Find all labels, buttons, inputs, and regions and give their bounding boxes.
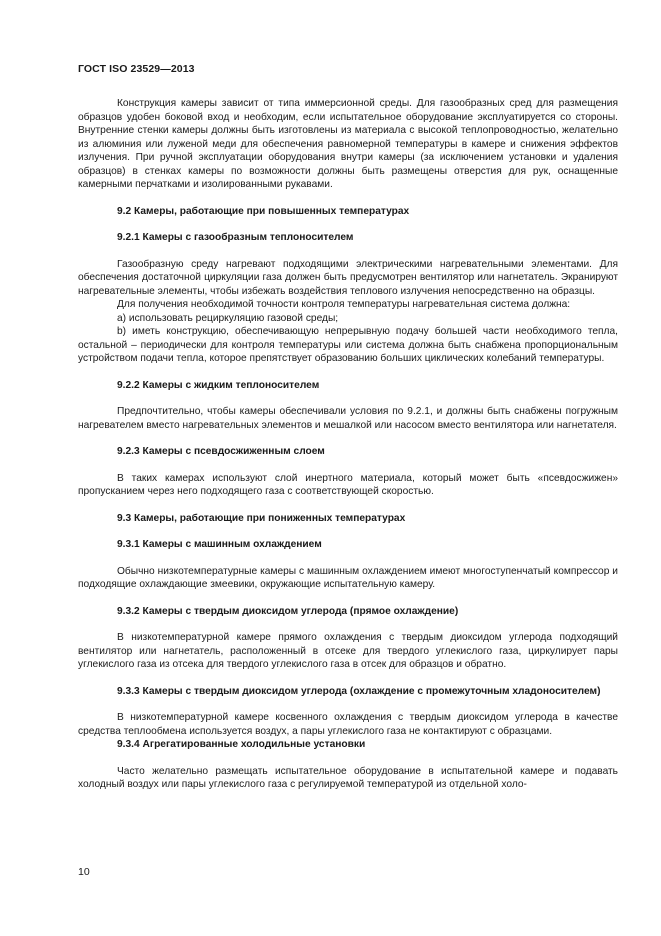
section-heading-9-2: 9.2 Камеры, работающие при повышенных температурах xyxy=(117,205,410,217)
paragraph-9-2-1-a: Газообразную среду нагревают подходящими электрическими нагревательными элементами. Для обеспечения достаточной циркуляции газа должен быть предусмотрен вентилятор или нагнетатель. Экранируют нагревательные элементы, чтобы избежать воздействия теплового излучения непосредственно на образцы. xyxy=(78,258,618,297)
document-header: ГОСТ ISO 23529—2013 xyxy=(78,63,195,75)
page-body xyxy=(78,97,618,792)
section-heading-9-3-2: 9.3.2 Камеры с твердым диоксидом углерода (прямое охлаждение) xyxy=(117,605,459,617)
section-heading-9-3-1: 9.3.1 Камеры с машинным охлаждением xyxy=(117,539,322,550)
paragraph-9-3-2: В низкотемпературной камере прямого охлаждения с твердым диоксидом углерода подходящий вентилятор или нагнетатель, расположенный в отсеке для твердого углекислого газа, циркулирует пары углекислого газа из отсека для твердого углекислого газа в отсек для образцов и обратно. xyxy=(78,632,618,670)
paragraph-9-3-4: Часто желательно размещать испытательное оборудование в испытательной камере и подавать холодный воздух или пары углекислого газа с регулируемой температурой из отдельной холо- xyxy=(78,765,618,790)
paragraph-9-2-2: Предпочтительно, чтобы камеры обеспечивали условия по 9.2.1, и должны быть снабжены погружным нагревателем вместо нагревательных элементов и мешалкой или насосом вместо вентилятора или нагнетателя. xyxy=(78,406,618,431)
page-number: 10 xyxy=(78,866,90,878)
section-heading-9-2-3: 9.2.3 Камеры с псевдосжиженным слоем xyxy=(117,446,325,457)
section-heading-9-3: 9.3 Камеры, работающие при пониженных температурах xyxy=(117,512,406,524)
paragraph-9-2-1-b: Для получения необходимой точности контроля температуры нагревательная система должна: xyxy=(117,299,571,310)
section-heading-9-3-3: 9.3.3 Камеры с твердым диоксидом углерода (охлаждение с промежуточным хладоносителем) xyxy=(117,685,601,697)
paragraph-9-3-3: В низкотемпературной камере косвенного охлаждения с твердым диоксидом углерода в качестве средства теплообмена используется воздух, а пары углекислого газа не контактируют с образцами. xyxy=(78,712,618,737)
list-item-a: а) использовать рециркуляцию газовой среды; xyxy=(117,312,339,324)
paragraph-9-3-1: Обычно низкотемпературные камеры с машинным охлаждением имеют многоступенчатый компрессор и подходящие охлаждающие змеевики, окружающие испытательную камеру. xyxy=(78,565,618,590)
list-item-b: b) иметь конструкцию, обеспечивающую непрерывную подачу большей части необходимого тепла, остальной – периодически для контроля температуры или система должна быть снабжена пропорциональным устройством подачи тепла, которое препятствует образованию больших циклических колебаний температуры. xyxy=(78,326,618,364)
paragraph-9-2-3: В таких камерах используют слой инертного материала, который может быть «псевдосжижен» пропусканием через него подходящего газа с соответствующей скоростью. xyxy=(78,472,618,497)
section-heading-9-2-1: 9.2.1 Камеры с газообразным теплоносителем xyxy=(117,232,354,243)
intro-paragraph: Конструкция камеры зависит от типа иммерсионной среды. Для газообразных сред для размещения образцов удобен боковой вход и необходим, если испытательное оборудование эксплуатируется со стороны. Внутренние стенки камеры должны быть изготовлены из материала с высокой теплопроводностью, желательно из алюминия или луженой меди для обеспечения равномерной температуры в камере и снижения эффектов излучения. При ручной эксплуатации оборудования внутри камеры (за исключением установки и удаления образцов) в стенках камеры по возможности должны быть размещены отверстия для рук, оснащенные камерными перчатками и изолированными рукавами. xyxy=(78,98,618,190)
section-heading-9-2-2: 9.2.2 Камеры с жидким теплоносителем xyxy=(117,379,320,391)
section-heading-9-3-4: 9.3.4 Агрегатированные холодильные установки xyxy=(117,739,366,750)
